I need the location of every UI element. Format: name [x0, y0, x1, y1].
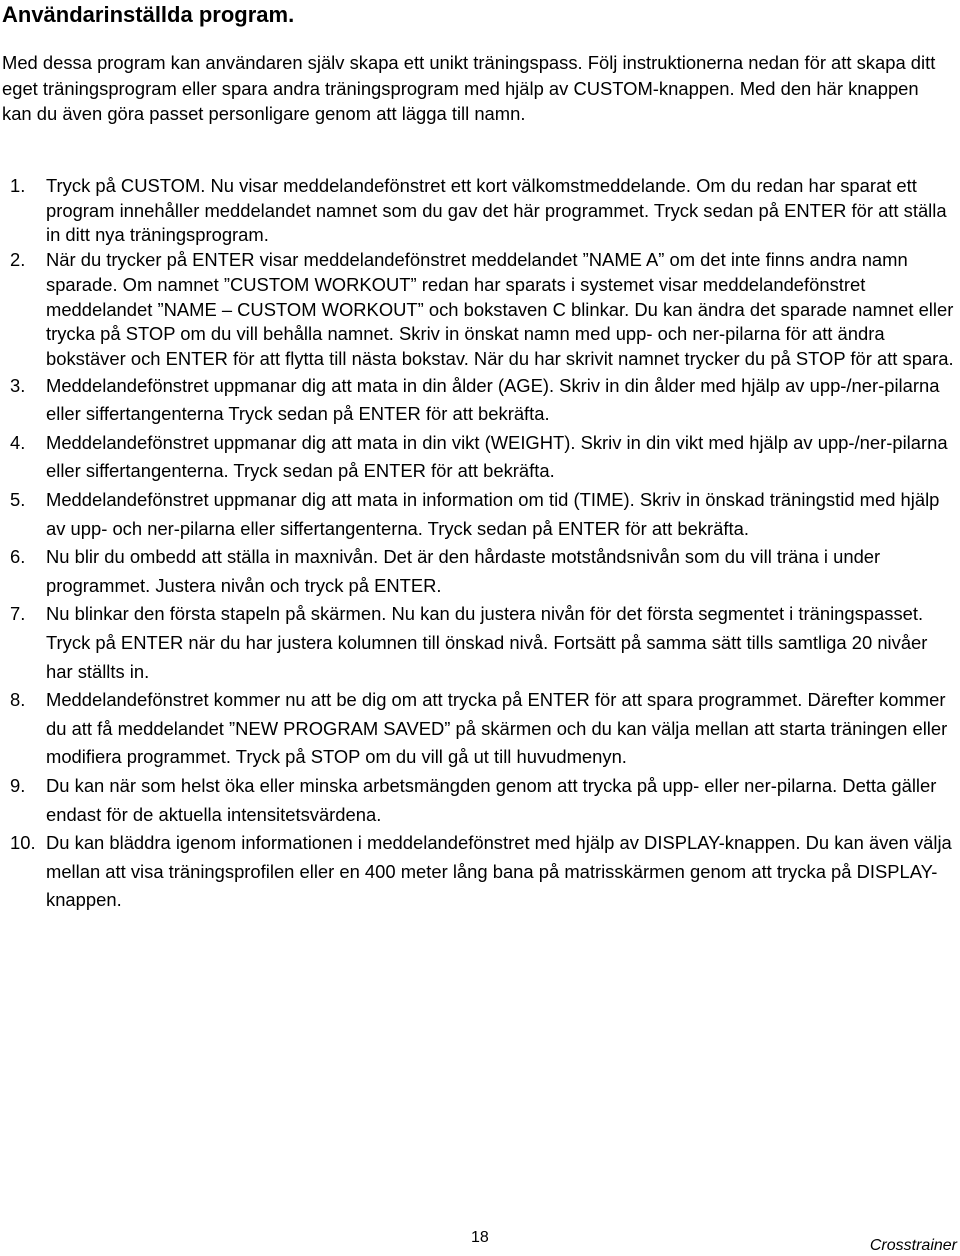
step-text: Du kan bläddra igenom informationen i meddelandefönstret med hjälp av DISPLAY-knappen. Du kan även välja mellan att visa träningsprofilen eller en 400 meter lång bana på matrisskärmen genom att trycka på DISPLAY-knappen.: [46, 832, 952, 911]
step-number: 4.: [10, 431, 26, 453]
list-item: [2, 772, 957, 829]
list-item: [2, 248, 957, 372]
step-number: 10.: [10, 832, 36, 854]
intro-paragraph: Med dessa program kan användaren själv skapa ett unikt träningspass. Följ instruktionerna nedan för att skapa ditt eget träningsprogram eller spara andra träningsprogram med hjälp av CUSTOM-knappen. Med den här knappen kan du även göra passet personligare genom att lägga till namn.: [2, 52, 936, 124]
step-text: När du trycker på ENTER visar meddelandefönstret meddelandet ”NAME A” om det inte finns andra namn sparade. Om namnet ”CUSTOM WORKOUT” redan har sparats i systemet visar meddelandefönstret meddelandet ”NAME – CUSTOM WORKOUT” och bokstaven C blinkar. Du kan ändra det sparade namnet eller trycka på STOP om du vill behålla namnet. Skriv in önskat namn med upp- och ner-pilarna för att ändra bokstäver och ENTER för att flytta till nästa bokstav. När du har skrivit namnet trycker du på STOP för att spara.: [46, 249, 954, 369]
footer-brand: Crosstrainer: [869, 1237, 957, 1254]
step-text: Nu blinkar den första stapeln på skärmen. Nu kan du justera nivån för det första segmentet i träningspasset. Tryck på ENTER när du har justera kolumnen till önskad nivå. Fortsätt på samma sätt tills samtliga 20 nivåer har ställts in.: [46, 603, 928, 682]
step-number: 6.: [10, 546, 26, 568]
step-number: 9.: [10, 774, 26, 796]
list-item: [2, 429, 957, 486]
step-text: Meddelandefönstret uppmanar dig att mata in din vikt (WEIGHT). Skriv in din vikt med hjälp av upp-/ner-pilarna eller siffertangenterna. Tryck sedan på ENTER för att bekräfta.: [46, 431, 948, 482]
step-number: 1.: [10, 175, 26, 196]
step-text: Du kan när som helst öka eller minska arbetsmängden genom att trycka på upp- eller ner-pilarna. Detta gäller endast för de aktuella intensitetsvärdena.: [46, 774, 937, 825]
step-text: Tryck på CUSTOM. Nu visar meddelandefönstret ett kort välkomstmeddelande. Om du redan har sparat ett program innehåller meddelandet namnet som du gav det här programmet. Tryck sedan på ENTER för att ställa in ditt nya träningsprogram.: [46, 175, 947, 246]
page-title: Användarinställda program.: [2, 2, 295, 27]
list-item: [2, 686, 957, 772]
step-text: Meddelandefönstret uppmanar dig att mata in din ålder (AGE). Skriv in din ålder med hjälp av upp-/ner-pilarna eller siffertangenterna Tryck sedan på ENTER för att bekräfta.: [46, 374, 940, 425]
list-item: [2, 372, 957, 429]
step-number: 7.: [10, 603, 26, 625]
instruction-list: [2, 174, 957, 915]
step-number: 3.: [10, 374, 26, 396]
step-text: Nu blir du ombedd att ställa in maxnivån. Det är den hårdaste motståndsnivån som du vill träna i under programmet. Justera nivån och tryck på ENTER.: [46, 546, 881, 596]
list-item: [2, 486, 957, 543]
step-number: 2.: [10, 249, 26, 271]
list-item: [2, 543, 957, 600]
list-item: [2, 829, 957, 915]
list-item: [2, 174, 957, 248]
list-item: [2, 600, 957, 686]
step-text: Meddelandefönstret uppmanar dig att mata in information om tid (TIME). Skriv in önskad träningstid med hjälp av upp- och ner-pilarna eller siffertangenterna. Tryck sedan på ENTER för att bekräfta.: [46, 489, 940, 539]
step-number: 8.: [10, 689, 26, 711]
page-number: 18: [471, 1229, 489, 1246]
step-text: Meddelandefönstret kommer nu att be dig om att trycka på ENTER för att spara programmet. Därefter kommer du att få meddelandet ”NEW PROGRAM SAVED” på skärmen och du kan välja mellan att starta träningen eller modifiera programmet. Tryck på STOP om du vill gå ut till huvudmenyn.: [46, 689, 948, 768]
step-number: 5.: [10, 489, 26, 510]
